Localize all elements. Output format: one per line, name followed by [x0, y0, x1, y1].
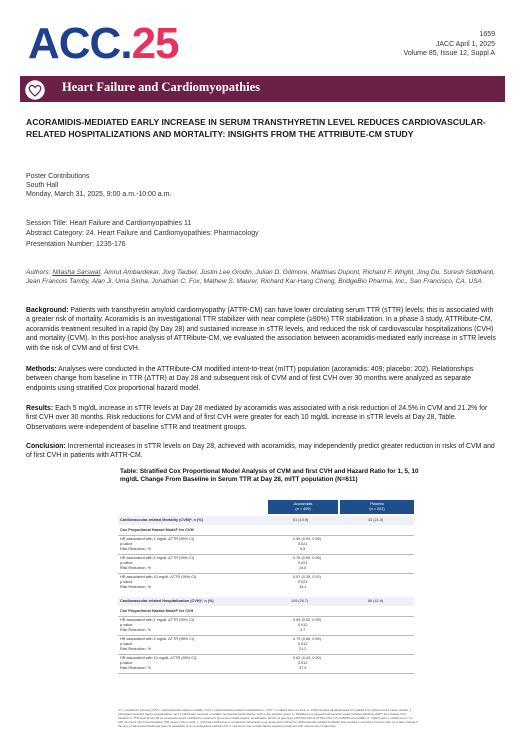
col-placebo-label: Placebo — [370, 502, 384, 506]
cvh-acoramidis: 109 (26.7) — [291, 599, 309, 603]
cvm-row-3-rr-label: Risk Reduction, % — [120, 585, 152, 589]
logo-prefix: ACC. — [28, 19, 132, 68]
table-divider — [118, 535, 414, 536]
cvm-row-1-rr: 5.5 — [300, 547, 306, 551]
session-location: South Hall — [26, 182, 59, 189]
methods-section — [26, 365, 498, 393]
table-divider — [118, 616, 414, 617]
cvh-row-1-rr-label: Risk Reduction, % — [120, 628, 152, 632]
cvm-row-2-rr-label: Risk Reduction, % — [120, 566, 152, 570]
abstract-title: ACORAMIDIS-MEDIATED EARLY INCREASE IN SERUM TRANSTHYRETIN LEVEL REDUCES CARDIOVASCULAR-RELATED HOSPITALIZATIONS AND MORTALITY: INSIGHTS FROM THE ATTRIBUTE-CM STUDY — [26, 117, 486, 139]
banner-label: Heart Failure and Cardiomyopathies — [62, 80, 261, 94]
cvm-row-2-p: 0.021 — [298, 561, 308, 565]
column-header-placebo — [340, 500, 414, 514]
cvm-acoramidis: 61 (14.9) — [293, 518, 309, 522]
table-divider — [118, 554, 414, 555]
cvm-row-2-p-label: p-value — [120, 561, 133, 565]
col-acoramidis-label: Acoramidis — [293, 502, 313, 506]
cvh-row-1-rr: 4.7 — [300, 628, 306, 632]
authors-label: Authors: — [26, 269, 53, 276]
cvm-row-3-p: 0.021 — [298, 580, 308, 584]
cvm-row-2-rr: 24.5 — [299, 566, 307, 570]
session-type: Poster Contributions — [26, 173, 90, 180]
background-section — [26, 306, 498, 353]
acc25-logo — [28, 20, 198, 68]
abstract-category: Abstract Category: 24. Heart Failure and Cardiomyopathies: Pharmacology — [26, 230, 259, 237]
cvh-row-3-rr: 37.9 — [299, 666, 307, 670]
results-text: Each 5 mg/dL increase in sTTR levels at Day 28 mediated by acoramidis was associated with a risk reduction of 24.5% in CVM and 21.2% for first CVH over 30 months. Risk reductions for CVM and of first CVH were greater for each 10 mg/dL increase in sTTR levels at Day 28, Table. Observations were independent of baseline sTTR and treatment groups. — [26, 405, 488, 431]
cvm-row-2-label: HR associated with 5 mg/dL ΔTTR (95% CI) — [120, 556, 195, 560]
journal-info — [404, 30, 495, 59]
table-title: Table: Stratified Cox Proportional Model Analysis of CVM and first CVH and Hazard Ratio for 1, 5, 10 mg/dL Change From Baseline in Serum TTR at Day 28, mITT population (N=611) — [120, 468, 419, 483]
cvh-model-heading: Cox Proportional Hazard Modelᵇ for CVH — [120, 609, 194, 613]
first-author: Nitasha Sarswat — [52, 269, 101, 276]
cvm-row-3-p-label: p-value — [120, 580, 133, 584]
results-section — [26, 404, 498, 432]
cvm-row-3-rr: 43.1 — [299, 585, 307, 589]
cvh-row-2-p-label: p-value — [120, 642, 133, 646]
logo-year: 25 — [131, 19, 179, 68]
cvh-row-2-hr: 0.79 (0.66, 0.95) — [293, 637, 321, 641]
cvm-row-1-label: HR associated with 1 mg/dL ΔTTR (95% CI) — [120, 537, 195, 541]
background-text: Patients with transthyretin amyloid cardiomyopathy (ATTR-CM) can have lower circulating serum TTR (sTTR) levels; this is associated with a greater risk of mortality. Acoramidis is an investigational TTR stabilizer with near complete (≥90%) TTR stabilization. In a phase 3 study, ATTRibute-CM, acoramidis treatment resulted in a rapid (by Day 28) and sustained increase in sTTR levels, and reduced the risk of cardiovascular hospitalizations (CVH) and mortality (CVM). In this post-hoc analysis of ATTRibute-CM, we evaluated the association between acoramidis-mediated early increase in sTTR levels with the risk of CVM and of first CVH. — [26, 307, 496, 352]
cvh-row-3-label: HR associated with 10 mg/dL ΔTTR (95% CI) — [120, 656, 197, 660]
methods-text: Analyses were conducted in the ATTRibute-CM modified intent-to-treat (mITT) population (acoramidis: 409; placebo: 202). Relationships between change from baseline in TTR (ΔTTR) at Day 28 and subsequent risk of CVM and of first CVH over 30 months were analyzed as separate endpoints using stratified Cox proportional hazard model. — [26, 366, 474, 392]
authors — [26, 268, 498, 286]
cvh-row-1-p: 0.012 — [298, 623, 308, 627]
heart-icon — [23, 79, 47, 101]
cvh-row-1-label: HR associated with 1 mg/dL ΔTTR (95% CI) — [120, 618, 195, 622]
page-number: 1659 — [479, 31, 495, 38]
cvm-label: Cardiovascular-related Mortality (CVM)ᵃ, n (%) — [120, 518, 203, 522]
cvh-row-3-p-label: p-value — [120, 661, 133, 665]
cvh-row-3-hr: 0.62 (0.43, 0.90) — [293, 656, 321, 660]
cvm-row-1-hr: 0.95 (0.90, 0.99) — [293, 537, 321, 541]
background-label: Background: — [26, 307, 69, 314]
cvm-row-1-rr-label: Risk Reduction, % — [120, 547, 152, 551]
cvh-row-2-rr: 21.2 — [299, 647, 307, 651]
conclusion-section — [26, 442, 498, 461]
cvh-placebo: 86 (42.6) — [368, 599, 384, 603]
results-label: Results: — [26, 405, 54, 412]
cvm-model-heading: Cox Proportional Hazard Modelᵇ for CVM — [120, 528, 194, 532]
conclusion-text: Incremental increases in sTTR levels on Day 28, achieved with acoramidis, may independently predict greater reduction in risks of CVM and of first CVH in patients with ATTR-CM. — [26, 443, 495, 460]
session-title: Session Title: Heart Failure and Cardiomyopathies 11 — [26, 220, 192, 227]
column-header-acoramidis — [268, 500, 338, 514]
presentation-number: Presentation Number: 1235-176 — [26, 241, 126, 248]
cvm-placebo: 43 (21.3) — [368, 518, 384, 522]
conclusion-label: Conclusion: — [26, 443, 66, 450]
cvm-row-2-hr: 0.76 (0.59, 0.96) — [293, 556, 321, 560]
cvm-row-1-p: 0.021 — [298, 542, 308, 546]
table-divider — [118, 573, 414, 574]
volume-line: Volume 85, Issue 12, Suppl A — [403, 50, 495, 57]
cvh-row-3-p: 0.012 — [298, 661, 308, 665]
cvh-row-1-hr: 0.95 (0.92, 0.99) — [293, 618, 321, 622]
session-datetime: Monday, March 31, 2025, 9:00 a.m.-10:00 a.m. — [26, 191, 172, 198]
col-placebo-n: (n = 202) — [369, 507, 385, 511]
cvh-row-3-rr-label: Risk Reduction, % — [120, 666, 152, 670]
cvh-row-1-p-label: p-value — [120, 623, 133, 627]
journal-line: JACC April 1, 2025 — [435, 40, 495, 48]
cvh-row-2-label: HR associated with 5 mg/dL ΔTTR (95% CI) — [120, 637, 195, 641]
cvm-row-1-p-label: p-value — [120, 542, 133, 546]
table-divider — [118, 635, 414, 636]
cvm-row-3-label: HR associated with 10 mg/dL ΔTTR (95% CI) — [120, 575, 197, 579]
cvh-label: Cardiovascular-related Hospitalization (CVH)ᶜ, n (%) — [120, 599, 214, 603]
results-table — [118, 500, 414, 705]
col-acoramidis-n: (n = 409) — [295, 507, 311, 511]
table-divider — [118, 654, 414, 655]
methods-label: Methods: — [26, 366, 57, 373]
cvm-row-3-hr: 0.57 (0.35, 0.92) — [293, 575, 321, 579]
table-footnote: CI = confidence interval; CVM = cardiovascular-related mortality; CVH = cardiovascular-related hospitalization; mITT = modified intent-to-treat. a. CVM includes all adjudicated CV-related and undetermined cause deaths. 1 participant received heart transplantation, and 1 participant received a cardiac mechanical assist device, both in the placebo group. b. Stratified cox proportional hazards model includes baseline ΔNPT and change from baseline in TTR level at day 28 as covariates and is stratified by treatment group and randomization stratification factors of genotype (ATTRwt-CM vs ATTRv-CM), NT-proBNP level (≤3000 or >3000 pg/mL), eGFR level (< or ≥45 mL/min/1.73m²) and baseline TTR group (<20 vs ≥20). c. CVH was defined as a nonelective admission to an acute care setting for cardiovascular-related morbidity that resulted in at least a 24-hour stay (or a date change if the time of admission/discharge was not available) or an unscheduled medical visit of <24 hours due to heart failure requiring treatment with intravenous IV diuretics. — [118, 708, 418, 728]
authors-rest: , Amrut Ambardekar, Jorg Taubel, Justin Lee Grodin, Julian D. Gillmore, Matthias Dupont, Richard F. Wright, Jing Du, Suresh Siddhanti, Jean Francois Tamby, Alan Ji, Uma Sinha, Jonathan C. Fox, Mathew S. Maurer, Richard Kar-Hang Cheng, BridgeBio Pharma, Inc., San Francisco, CA, USA — [26, 269, 495, 285]
cvh-row-2-rr-label: Risk Reduction, % — [120, 647, 152, 651]
table-divider — [118, 673, 414, 674]
cvh-row-2-p: 0.012 — [298, 642, 308, 646]
